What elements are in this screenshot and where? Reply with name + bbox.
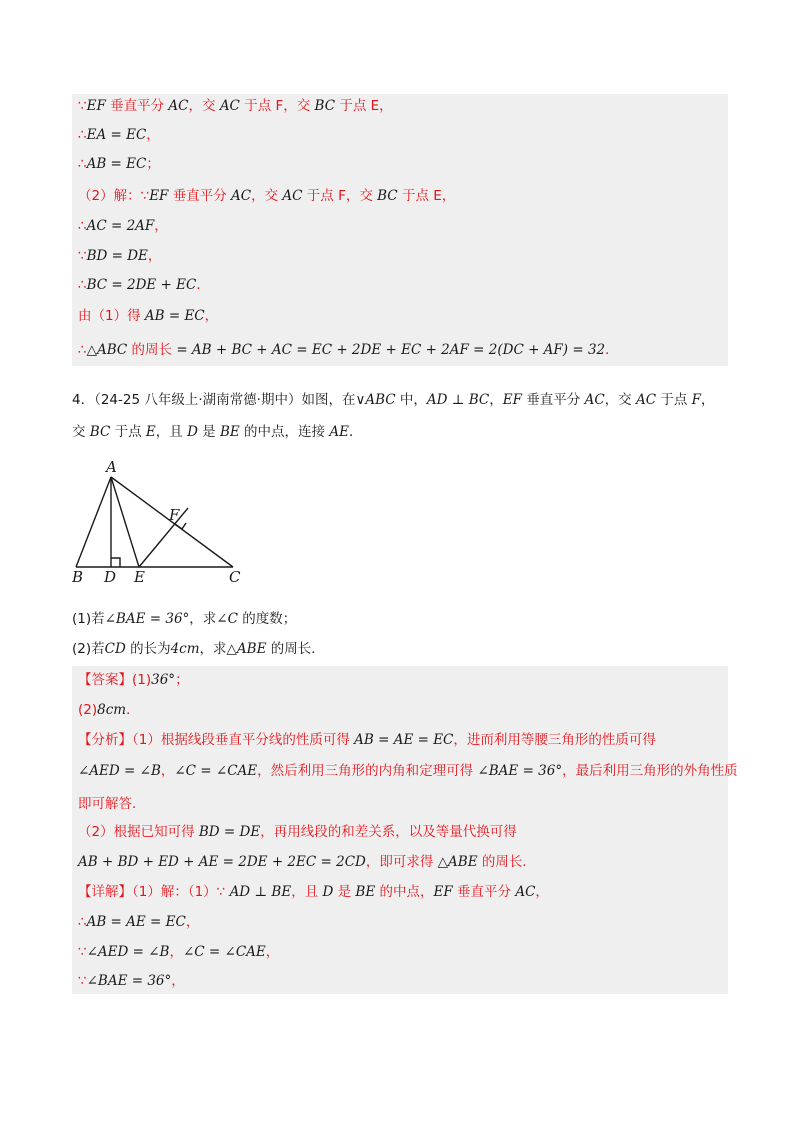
label-C: C [229, 568, 241, 586]
answer-line-1: 【答案】(1)36°； [78, 672, 189, 688]
detail-line-1: 【详解】（1）解：（1）∵ AD ⊥ BE，且 D 是 BE 的中点，EF 垂直平分 AC， [78, 884, 549, 900]
solution-line-6: ∵BD = DE， [78, 248, 162, 264]
label-E: E [134, 568, 145, 586]
detail-line-4: ∵∠BAE = 36°， [78, 973, 185, 989]
label-F: F [169, 506, 180, 524]
solution-line-8: 由（1）得 AB = EC， [78, 308, 219, 324]
answer-block [72, 666, 738, 994]
answer-line-2: (2)8cm． [78, 702, 140, 718]
segment-AE [111, 477, 139, 567]
analysis-line-5: AB + BD + ED + AE = 2DE + 2EC = 2CD，即可求得 △ABE 的周长． [78, 854, 536, 870]
solution-line-5: ∴AC = 2AF， [78, 218, 168, 234]
label-D: D [104, 568, 117, 586]
detail-line-2: ∴AB = AE = EC， [78, 914, 200, 930]
question-line-2: 交 BC 于点 E，且 D 是 BE 的中点，连接 AE． [72, 424, 363, 440]
analysis-line-3: 即可解答． [78, 796, 146, 812]
analysis-line-1: 【分析】（1）根据线段垂直平分线的性质可得 AB = AE = EC，进而利用等腰三角形的性质可得 [78, 732, 656, 748]
subquestion-1: (1)若∠BAE = 36°，求∠C 的度数； [72, 611, 297, 627]
solution-line-2: ∴EA = EC， [78, 127, 160, 143]
solution-line-3: ∴AB = EC； [78, 156, 160, 172]
question-line-1: 4．（24-25 八年级上·湖南常德·期中）如图，在∨ABC 中，AD ⊥ BC，EF 垂直平分 AC，交 AC 于点 F， [72, 392, 715, 408]
right-angle-mark-D [111, 558, 120, 567]
subquestion-2: (2)若CD 的长为4cm，求△ABE 的周长． [72, 641, 325, 657]
solution-line-7: ∴BC = 2DE + EC． [78, 277, 210, 293]
solution-block-1 [72, 94, 728, 366]
segment-EF [139, 508, 188, 567]
analysis-line-4: （2）根据已知可得 BD = DE，再用线段的和差关系，以及等量代换可得 [78, 824, 517, 840]
solution-line-9: ∴△ABC 的周长 = AB + BC + AC = EC + 2DE + EC + 2AF = 2(DC + AF) = 32． [78, 342, 619, 358]
segment-AB [76, 477, 111, 567]
detail-line-3: ∵∠AED = ∠B，∠C = ∠CAE， [78, 944, 280, 960]
label-B: B [72, 568, 84, 586]
analysis-line-2: ∠AED = ∠B，∠C = ∠CAE，然后利用三角形的内角和定理可得 ∠BAE = 36°，最后利用三角形的外角性质 [78, 763, 738, 779]
label-A: A [106, 458, 117, 476]
solution-line-1: ∵EF 垂直平分 AC，交 AC 于点 F，交 BC 于点 E， [78, 98, 393, 114]
solution-line-4: （2）解：∵EF 垂直平分 AC，交 AC 于点 F，交 BC 于点 E， [78, 188, 456, 204]
triangle-figure [72, 458, 252, 588]
